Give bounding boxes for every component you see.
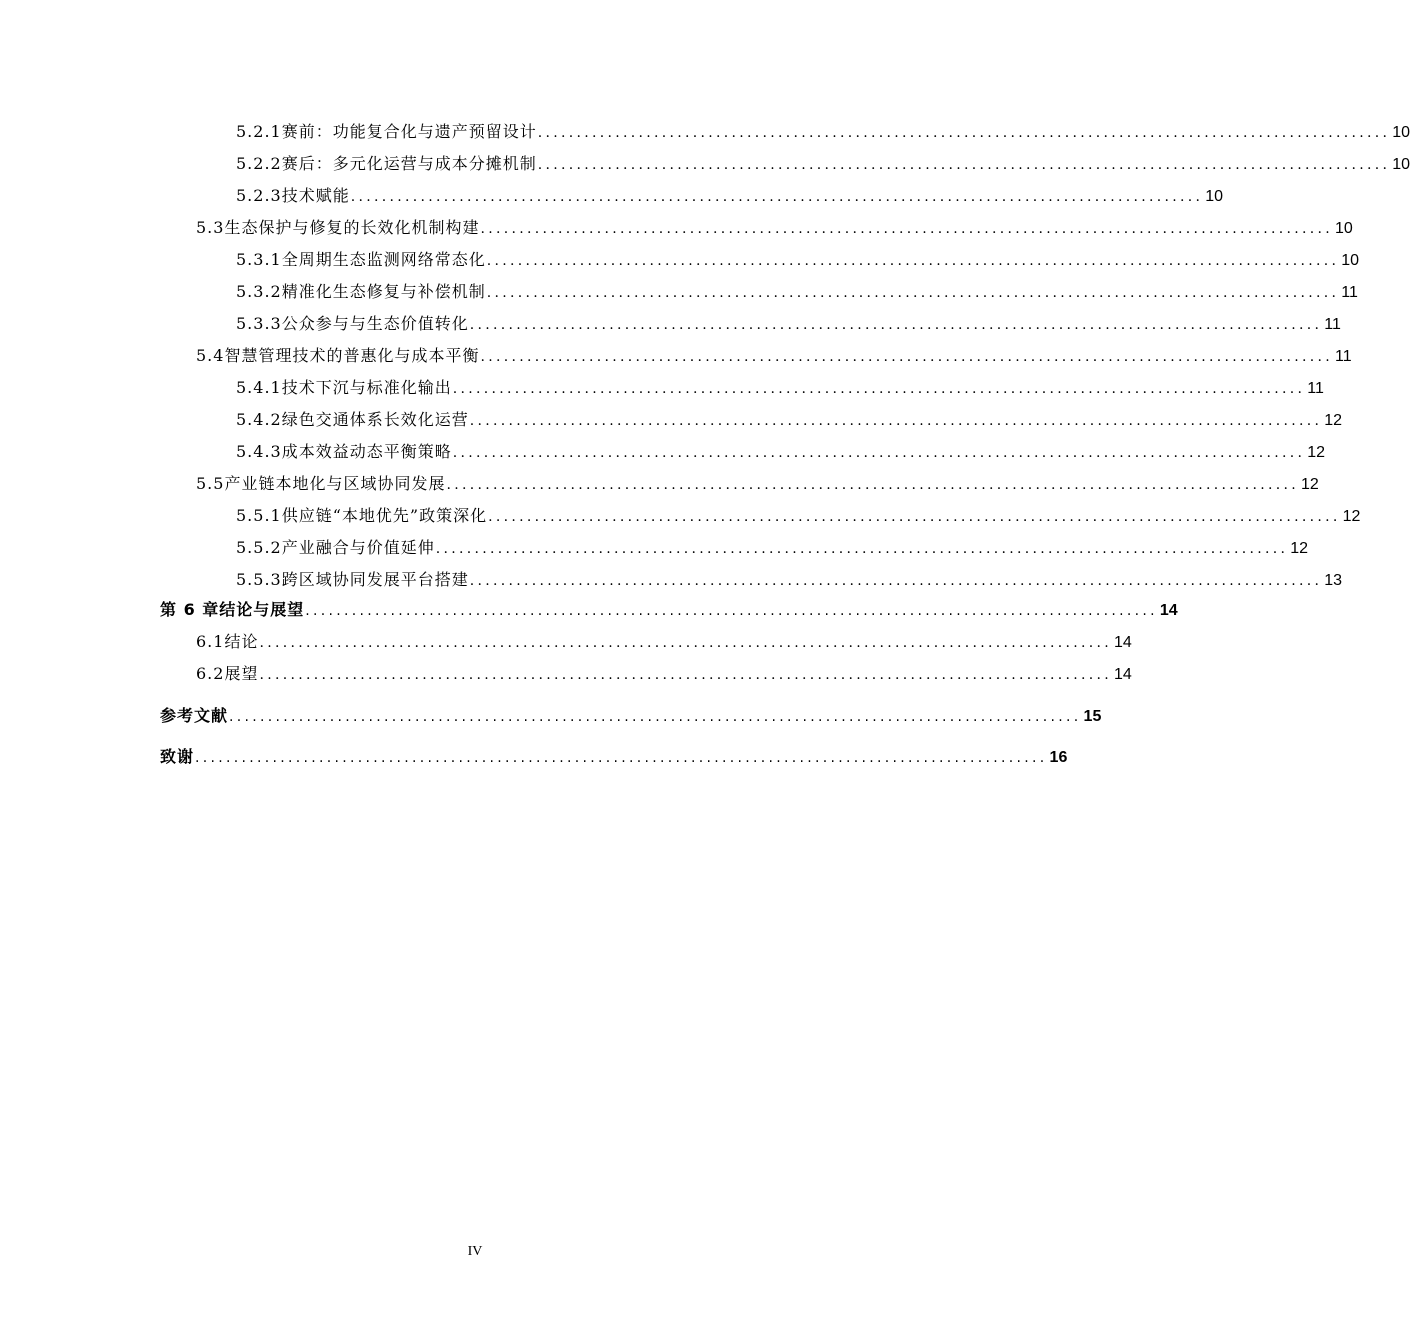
toc-leader-dots: .............................................................................................................. xyxy=(486,253,1340,269)
toc-entry-number: 5.5.1 xyxy=(236,506,282,525)
toc-entry-5-3-1[interactable] xyxy=(236,244,1360,276)
toc-entry-page: 14 xyxy=(1114,666,1132,683)
toc-entry-page: 11 xyxy=(1335,348,1352,365)
toc-entry-number: 5.4.3 xyxy=(236,442,282,461)
toc-leader-dots: .............................................................................................................. xyxy=(469,317,1323,333)
toc-entry-page: 10 xyxy=(1341,252,1360,269)
toc-entry-references[interactable] xyxy=(160,700,1102,732)
toc-entry-number: 5.3 xyxy=(196,218,225,237)
toc-entry-page: 12 xyxy=(1307,444,1326,461)
toc-entry-page: 10 xyxy=(1205,188,1224,205)
toc-entry-title: 产业链本地化与区域协同发展 xyxy=(224,474,446,493)
toc-leader-dots: .............................................................................................................. xyxy=(486,285,1340,301)
toc-entry-5-3-2[interactable] xyxy=(236,276,1358,308)
toc-entry-page: 16 xyxy=(1049,749,1068,766)
toc-entry-title: 智慧管理技术的普惠化与成本平衡 xyxy=(224,346,480,365)
toc-leader-dots: .............................................................................................................. xyxy=(452,381,1306,397)
toc-leader-dots: .............................................................................................................. xyxy=(537,125,1391,141)
toc-entry-page: 14 xyxy=(1159,602,1178,619)
toc-entry-number: 6.1 xyxy=(196,632,225,651)
toc-leader-dots: .............................................................................................................. xyxy=(480,221,1333,237)
toc-entry-number: 5.3.3 xyxy=(236,314,282,333)
toc-entry-title: 供应链“本地优先”政策深化 xyxy=(281,506,488,525)
toc-entry-5-2-2[interactable] xyxy=(236,148,1410,180)
toc-entry-chapter-6[interactable] xyxy=(160,594,1178,626)
toc-entry-5-4-3[interactable] xyxy=(236,436,1326,468)
toc-entry-number: 5.5 xyxy=(196,474,225,493)
toc-entry-5-3[interactable] xyxy=(196,212,1353,244)
toc-entry-title: 公众参与与生态价值转化 xyxy=(281,314,469,333)
toc-entry-page: 11 xyxy=(1341,284,1358,301)
toc-entry-page: 13 xyxy=(1324,572,1343,589)
toc-entry-5-2-1[interactable] xyxy=(236,116,1410,148)
toc-entry-title: 结论 xyxy=(224,632,259,651)
toc-entry-5-4-1[interactable] xyxy=(236,372,1324,404)
toc-entry-title: 产业融合与价值延伸 xyxy=(281,538,435,557)
toc-entry-5-5-2[interactable] xyxy=(236,532,1309,564)
toc-leader-dots: .............................................................................................................. xyxy=(446,477,1299,493)
toc-leader-dots: .............................................................................................................. xyxy=(537,157,1391,173)
toc-entry-title: 成本效益动态平衡策略 xyxy=(281,442,452,461)
toc-entry-6-1[interactable] xyxy=(196,626,1132,658)
toc-leader-dots: .............................................................................................................. xyxy=(305,603,1158,619)
toc-entry-number: 5.3.1 xyxy=(236,250,282,269)
toc-entry-5-2-3[interactable] xyxy=(236,180,1224,212)
toc-entry-title: 致谢 xyxy=(160,747,195,766)
toc-entry-title: 生态保护与修复的长效化机制构建 xyxy=(224,218,480,237)
toc-entry-title: 赛前：功能复合化与遗产预留设计 xyxy=(281,122,537,141)
toc-leader-dots: .............................................................................................................. xyxy=(229,709,1082,725)
toc-leader-dots: .............................................................................................................. xyxy=(480,349,1333,365)
toc-entry-page: 10 xyxy=(1392,124,1410,141)
toc-entry-page: 11 xyxy=(1324,316,1341,333)
toc-entry-number: 6.2 xyxy=(196,664,225,683)
toc-entry-page: 10 xyxy=(1335,220,1353,237)
toc-entry-number: 5.2.3 xyxy=(236,186,282,205)
toc-entry-page: 12 xyxy=(1290,540,1309,557)
toc-leader-dots: .............................................................................................................. xyxy=(469,413,1323,429)
toc-entry-title: 展望 xyxy=(224,664,259,683)
toc-entry-acknowledgements[interactable] xyxy=(160,741,1068,773)
toc-entry-title: 精准化生态修复与补偿机制 xyxy=(281,282,486,301)
toc-entry-number: 5.2.1 xyxy=(236,122,282,141)
toc-entry-number: 5.4.1 xyxy=(236,378,282,397)
toc-entry-title: 参考文献 xyxy=(160,706,229,725)
toc-entry-title: 全周期生态监测网络常态化 xyxy=(281,250,486,269)
toc-entry-page: 15 xyxy=(1083,708,1102,725)
toc-entry-6-2[interactable] xyxy=(196,658,1132,690)
toc-entry-title: 技术赋能 xyxy=(281,186,350,205)
toc-entry-title: 结论与展望 xyxy=(219,600,305,619)
toc-entry-title: 跨区域协同发展平台搭建 xyxy=(281,570,469,589)
toc-entry-number: 第 6 章 xyxy=(160,600,220,619)
toc-entry-number: 5.5.3 xyxy=(236,570,282,589)
toc-entry-title: 技术下沉与标准化输出 xyxy=(281,378,452,397)
toc-entry-5-4[interactable] xyxy=(196,340,1352,372)
toc-entry-5-3-3[interactable] xyxy=(236,308,1341,340)
page-number-footer: IV xyxy=(467,1244,483,1259)
toc-entry-title: 绿色交通体系长效化运营 xyxy=(281,410,469,429)
toc-entry-number: 5.3.2 xyxy=(236,282,282,301)
toc-leader-dots: .............................................................................................................. xyxy=(435,541,1289,557)
toc-entry-page: 12 xyxy=(1324,412,1343,429)
toc-entry-page: 10 xyxy=(1392,156,1410,173)
toc-entry-number: 5.2.2 xyxy=(236,154,282,173)
toc-entry-title: 赛后：多元化运营与成本分摊机制 xyxy=(281,154,537,173)
toc-leader-dots: .............................................................................................................. xyxy=(350,189,1204,205)
toc-leader-dots: .............................................................................................................. xyxy=(488,509,1341,525)
toc-leader-dots: .............................................................................................................. xyxy=(259,635,1112,651)
toc-entry-5-5[interactable] xyxy=(196,468,1319,500)
toc-leader-dots: .............................................................................................................. xyxy=(469,573,1323,589)
toc-entry-page: 11 xyxy=(1307,380,1324,397)
toc-entry-5-5-3[interactable] xyxy=(236,564,1343,596)
toc-entry-page: 12 xyxy=(1342,508,1361,525)
toc-leader-dots: .............................................................................................................. xyxy=(259,667,1112,683)
toc-entry-number: 5.4.2 xyxy=(236,410,282,429)
toc-entry-number: 5.4 xyxy=(196,346,225,365)
toc-entry-number: 5.5.2 xyxy=(236,538,282,557)
toc-entry-page: 12 xyxy=(1301,476,1319,493)
toc-entry-5-4-2[interactable] xyxy=(236,404,1343,436)
toc-leader-dots: .............................................................................................................. xyxy=(452,445,1306,461)
toc-entry-page: 14 xyxy=(1114,634,1132,651)
toc-entry-5-5-1[interactable] xyxy=(236,500,1361,532)
toc-leader-dots: .............................................................................................................. xyxy=(195,750,1048,766)
